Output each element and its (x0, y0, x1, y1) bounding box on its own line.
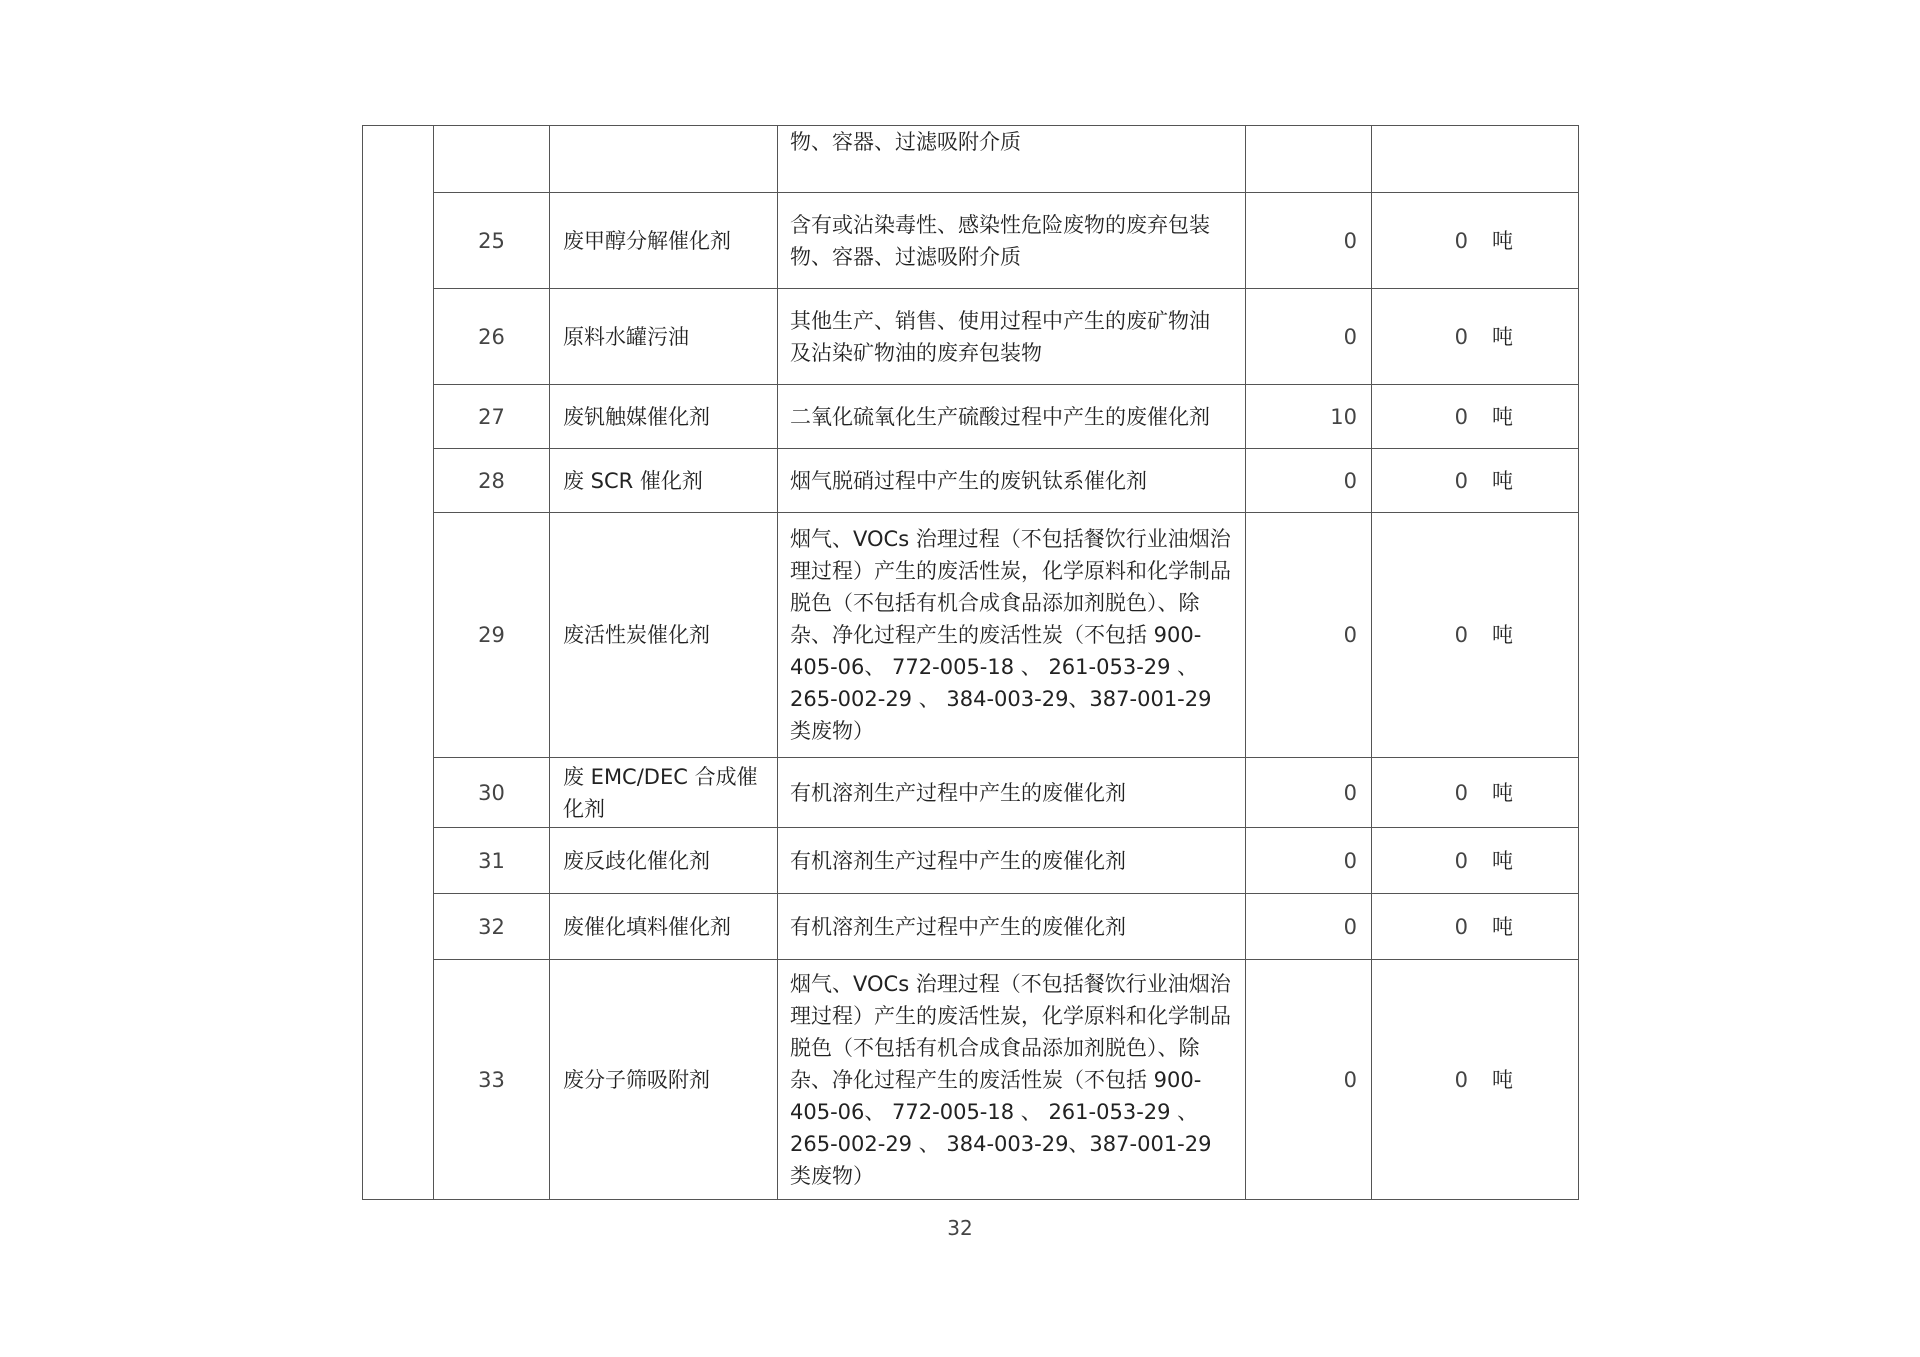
amount-cell (1372, 894, 1579, 960)
source-desc-cell: 有机溶剂生产过程中产生的废催化剂 (778, 758, 1246, 828)
waste-name-cell: 废 SCR 催化剂 (550, 449, 778, 513)
quantity-cell: 0 (1246, 758, 1372, 828)
amount-cell (1372, 758, 1579, 828)
waste-name-cell (550, 126, 778, 193)
table-row (363, 289, 1579, 385)
amount-value: 0 (1454, 780, 1468, 805)
table-row (363, 894, 1579, 960)
quantity-cell: 0 (1246, 193, 1372, 289)
table-row (363, 828, 1579, 894)
category-cell (363, 126, 434, 1200)
amount-unit: 吨 (1492, 914, 1513, 939)
source-desc-cell: 烟气、VOCs 治理过程（不包括餐饮行业油烟治理过程）产生的废活性炭，化学原料和化学制品脱色（不包括有机合成食品添加剂脱色）、除杂、净化过程产生的废活性炭（不包括 900-405-06、 772-005-18 、 261-053-29 、 265-002-29 、 384-003-29、387-001-29 类废物） (778, 513, 1246, 758)
table-row (363, 513, 1579, 758)
source-desc-cell: 烟气、VOCs 治理过程（不包括餐饮行业油烟治理过程）产生的废活性炭，化学原料和化学制品脱色（不包括有机合成食品添加剂脱色）、除杂、净化过程产生的废活性炭（不包括 900-405-06、 772-005-18 、 261-053-29 、 265-002-29 、 384-003-29、387-001-29 类废物） (778, 960, 1246, 1200)
amount-cell (1372, 193, 1579, 289)
source-desc-cell: 二氧化硫氧化生产硫酸过程中产生的废催化剂 (778, 385, 1246, 449)
amount-unit: 吨 (1492, 404, 1513, 429)
table-row (363, 126, 1579, 193)
amount-unit: 吨 (1492, 780, 1513, 805)
table-row (363, 385, 1579, 449)
amount-unit: 吨 (1492, 1067, 1513, 1092)
table-row (363, 449, 1579, 513)
seq-cell: 33 (434, 960, 550, 1200)
amount-value: 0 (1454, 1067, 1468, 1092)
waste-name-cell: 废催化填料催化剂 (550, 894, 778, 960)
waste-name-cell: 废反歧化催化剂 (550, 828, 778, 894)
amount-cell (1372, 289, 1579, 385)
amount-value: 0 (1454, 228, 1468, 253)
seq-cell: 27 (434, 385, 550, 449)
seq-cell: 28 (434, 449, 550, 513)
amount-cell (1372, 449, 1579, 513)
source-desc-cell: 有机溶剂生产过程中产生的废催化剂 (778, 894, 1246, 960)
source-desc-cell: 有机溶剂生产过程中产生的废催化剂 (778, 828, 1246, 894)
waste-catalog-table (362, 125, 1579, 1200)
amount-cell (1372, 828, 1579, 894)
waste-name-cell: 废 EMC/DEC 合成催化剂 (550, 758, 778, 828)
amount-value: 0 (1454, 404, 1468, 429)
waste-name-cell: 原料水罐污油 (550, 289, 778, 385)
amount-cell (1372, 960, 1579, 1200)
quantity-cell: 0 (1246, 828, 1372, 894)
amount-unit: 吨 (1492, 324, 1513, 349)
table-row (363, 193, 1579, 289)
waste-name-cell: 废活性炭催化剂 (550, 513, 778, 758)
quantity-cell: 10 (1246, 385, 1372, 449)
quantity-cell: 0 (1246, 894, 1372, 960)
source-desc-cell: 其他生产、销售、使用过程中产生的废矿物油 及沾染矿物油的废弃包装物 (778, 289, 1246, 385)
amount-value: 0 (1454, 914, 1468, 939)
quantity-cell (1246, 126, 1372, 193)
table-row (363, 758, 1579, 828)
amount-cell (1372, 385, 1579, 449)
seq-cell: 32 (434, 894, 550, 960)
seq-cell: 26 (434, 289, 550, 385)
amount-cell (1372, 126, 1579, 193)
page-number: 32 (947, 1216, 973, 1240)
seq-cell: 29 (434, 513, 550, 758)
quantity-cell: 0 (1246, 513, 1372, 758)
quantity-cell: 0 (1246, 449, 1372, 513)
seq-cell (434, 126, 550, 193)
seq-cell: 30 (434, 758, 550, 828)
quantity-cell: 0 (1246, 289, 1372, 385)
amount-cell (1372, 513, 1579, 758)
waste-name-cell: 废甲醇分解催化剂 (550, 193, 778, 289)
amount-unit: 吨 (1492, 228, 1513, 253)
amount-unit: 吨 (1492, 468, 1513, 493)
amount-unit: 吨 (1492, 623, 1513, 647)
amount-value: 0 (1454, 324, 1468, 349)
source-desc-cell: 含有或沾染毒性、感染性危险废物的废弃包装 物、容器、过滤吸附介质 (778, 193, 1246, 289)
waste-name-cell: 废钒触媒催化剂 (550, 385, 778, 449)
waste-name-cell: 废分子筛吸附剂 (550, 960, 778, 1200)
amount-value: 0 (1454, 848, 1468, 873)
amount-value: 0 (1454, 468, 1468, 493)
table-row (363, 960, 1579, 1200)
amount-value: 0 (1454, 623, 1468, 647)
seq-cell: 31 (434, 828, 550, 894)
seq-cell: 25 (434, 193, 550, 289)
quantity-cell: 0 (1246, 960, 1372, 1200)
source-desc-cell: 烟气脱硝过程中产生的废钒钛系催化剂 (778, 449, 1246, 513)
source-desc-cell: 物、容器、过滤吸附介质 (778, 126, 1246, 193)
amount-unit: 吨 (1492, 848, 1513, 873)
